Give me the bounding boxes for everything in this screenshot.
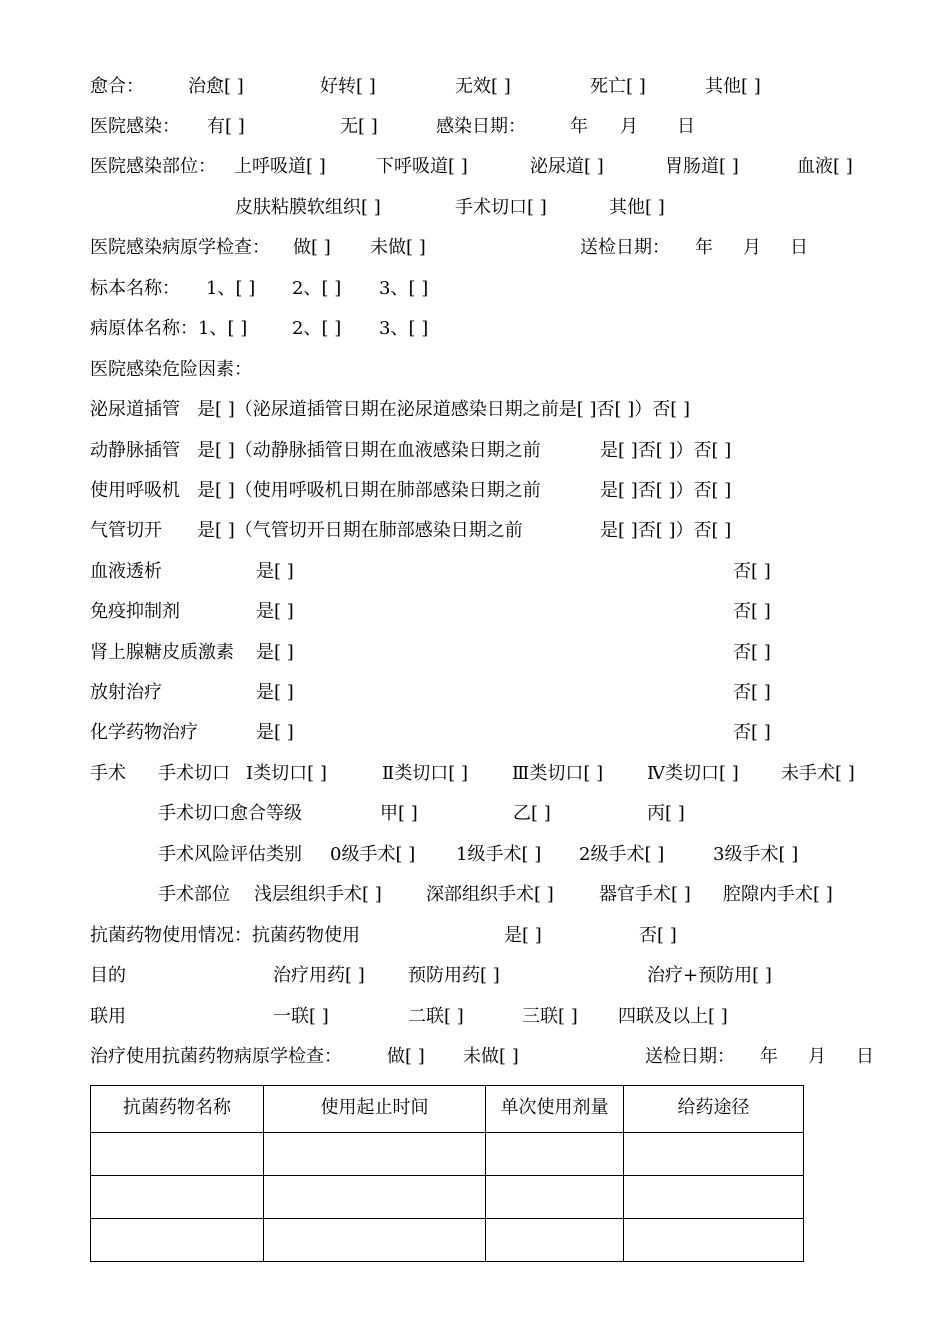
pathogen-1-field[interactable]: 病原体名称：1、[ ] [90, 318, 248, 339]
exam-done-checkbox[interactable]: 做[ ] [293, 237, 331, 258]
specimen-1-field[interactable]: 1、[ ] [206, 278, 256, 299]
month-field[interactable]: 月 [620, 116, 638, 137]
treatment-prevention-checkbox[interactable]: 治疗+预防用[ ] [647, 965, 772, 986]
table-cell[interactable] [486, 1176, 624, 1219]
skin-soft-tissue-checkbox[interactable]: 皮肤粘膜软组织[ ] [235, 197, 381, 218]
risk-label: 泌尿道插管 [90, 399, 180, 420]
table-cell[interactable] [624, 1133, 804, 1176]
prevention-checkbox[interactable]: 预防用药[ ] [408, 965, 500, 986]
death-checkbox[interactable]: 死亡[ ] [590, 76, 646, 97]
risk-label: 使用呼吸机 [90, 480, 180, 501]
table-row [91, 1176, 804, 1219]
yes-checkbox[interactable]: 是[ ] [256, 561, 294, 582]
month-field[interactable]: 月 [808, 1046, 826, 1067]
no-checkbox[interactable]: 否[ ] [733, 601, 771, 622]
gastrointestinal-checkbox[interactable]: 胃肠道[ ] [665, 156, 739, 177]
infection-label: 医院感染： [90, 116, 180, 137]
risk-label: 化学药物治疗 [90, 722, 198, 743]
yes-checkbox[interactable]: 是[ ] [256, 642, 294, 663]
cavity-checkbox[interactable]: 腔隙内手术[ ] [723, 884, 833, 905]
table-row [91, 1133, 804, 1176]
table-cell[interactable] [91, 1219, 264, 1262]
surgery-site-label: 手术部位 [158, 884, 230, 905]
table-cell[interactable] [264, 1176, 486, 1219]
deep-tissue-checkbox[interactable]: 深部组织手术[ ] [426, 884, 554, 905]
lower-respiratory-checkbox[interactable]: 下呼吸道[ ] [376, 156, 468, 177]
risk-options[interactable]: 是[ ]（使用呼吸机日期在肺部感染日期之前 [197, 480, 541, 501]
incision-label: 手术切口 [158, 763, 230, 784]
pathogen-3-field[interactable]: 3、[ ] [379, 318, 429, 339]
day-field[interactable]: 日 [856, 1046, 874, 1067]
risk-options-2[interactable]: 是[ ]否[ ]）否[ ] [600, 440, 732, 461]
table-cell[interactable] [91, 1133, 264, 1176]
table-cell[interactable] [486, 1133, 624, 1176]
level-2-checkbox[interactable]: 2级手术[ ] [579, 844, 665, 865]
risk-category-label: 手术风险评估类别 [158, 844, 302, 865]
risk-options-2[interactable]: 是[ ]否[ ]）否[ ] [600, 520, 732, 541]
column-header-drug-name: 抗菌药物名称 [91, 1086, 264, 1133]
column-header-dose: 单次使用剂量 [486, 1086, 624, 1133]
organ-checkbox[interactable]: 器官手术[ ] [599, 884, 691, 905]
double-checkbox[interactable]: 二联[ ] [408, 1006, 464, 1027]
pathogen-2-field[interactable]: 2、[ ] [292, 318, 342, 339]
ineffective-checkbox[interactable]: 无效[ ] [455, 76, 511, 97]
risk-label: 免疫抑制剂 [90, 601, 180, 622]
risk-factors-heading: 医院感染危险因素： [90, 359, 252, 380]
yes-checkbox[interactable]: 是[ ] [504, 925, 542, 946]
specimen-2-field[interactable]: 2、[ ] [292, 278, 342, 299]
no-checkbox[interactable]: 否[ ] [733, 722, 771, 743]
no-checkbox[interactable]: 否[ ] [733, 642, 771, 663]
other-checkbox[interactable]: 其他[ ] [705, 76, 761, 97]
class-2-checkbox[interactable]: Ⅱ类切口[ ] [382, 763, 469, 784]
class-1-checkbox[interactable]: Ⅰ类切口[ ] [246, 763, 327, 784]
table-cell[interactable] [264, 1133, 486, 1176]
no-surgery-checkbox[interactable]: 未手术[ ] [781, 763, 855, 784]
risk-options-2[interactable]: 是[ ]否[ ]）否[ ] [600, 480, 732, 501]
other-site-checkbox[interactable]: 其他[ ] [609, 197, 665, 218]
risk-options[interactable]: 是[ ]（动静脉插管日期在血液感染日期之前 [197, 440, 541, 461]
urinary-checkbox[interactable]: 泌尿道[ ] [530, 156, 604, 177]
quadruple-checkbox[interactable]: 四联及以上[ ] [618, 1006, 728, 1027]
exam-not-done-checkbox[interactable]: 未做[ ] [370, 237, 426, 258]
column-header-time-range: 使用起止时间 [264, 1086, 486, 1133]
risk-label: 动静脉插管 [90, 440, 180, 461]
infection-site-label: 医院感染部位： [90, 156, 216, 177]
yes-checkbox[interactable]: 是[ ] [256, 682, 294, 703]
treatment-exam-label: 治疗使用抗菌药物病原学检查： [90, 1046, 342, 1067]
treatment-checkbox[interactable]: 治疗用药[ ] [273, 965, 365, 986]
day-field[interactable]: 日 [790, 237, 808, 258]
risk-label: 气管切开 [90, 520, 162, 541]
superficial-checkbox[interactable]: 浅层组织手术[ ] [254, 884, 382, 905]
surgical-incision-checkbox[interactable]: 手术切口[ ] [455, 197, 547, 218]
pathogen-exam-label: 医院感染病原学检查： [90, 237, 270, 258]
table-cell[interactable] [264, 1219, 486, 1262]
day-field[interactable]: 日 [677, 116, 695, 137]
level-3-checkbox[interactable]: 3级手术[ ] [713, 844, 799, 865]
yes-checkbox[interactable]: 是[ ] [256, 722, 294, 743]
improved-checkbox[interactable]: 好转[ ] [320, 76, 376, 97]
year-field[interactable]: 年 [570, 116, 588, 137]
month-field[interactable]: 月 [743, 237, 761, 258]
risk-options[interactable]: 是[ ]（泌尿道插管日期在泌尿道感染日期之前是[ ]否[ ]）否[ ] [197, 399, 691, 420]
outcome-label: 愈合： [90, 76, 144, 97]
risk-label: 肾上腺糖皮质激素 [90, 642, 234, 663]
column-header-route: 给药途径 [624, 1086, 804, 1133]
submission-date-label: 送检日期： [580, 237, 670, 258]
class-3-checkbox[interactable]: Ⅲ类切口[ ] [512, 763, 604, 784]
healing-grade-label: 手术切口愈合等级 [158, 803, 302, 824]
infection-yes-checkbox[interactable]: 有[ ] [207, 116, 245, 137]
cured-checkbox[interactable]: 治愈[ ] [188, 76, 244, 97]
table-row [91, 1219, 804, 1262]
risk-label: 血液透析 [90, 561, 162, 582]
no-checkbox[interactable]: 否[ ] [733, 561, 771, 582]
yes-checkbox[interactable]: 是[ ] [256, 601, 294, 622]
triple-checkbox[interactable]: 三联[ ] [522, 1006, 578, 1027]
grade-b-checkbox[interactable]: 乙[ ] [513, 803, 551, 824]
blood-checkbox[interactable]: 血液[ ] [797, 156, 853, 177]
surgery-label: 手术 [90, 763, 126, 784]
table-cell[interactable] [624, 1176, 804, 1219]
specimen-label: 标本名称： [90, 278, 180, 299]
table-cell[interactable] [624, 1219, 804, 1262]
upper-respiratory-checkbox[interactable]: 上呼吸道[ ] [234, 156, 326, 177]
single-checkbox[interactable]: 一联[ ] [273, 1006, 329, 1027]
year-field[interactable]: 年 [760, 1046, 778, 1067]
exam-not-done-checkbox[interactable]: 未做[ ] [463, 1046, 519, 1067]
exam-done-checkbox[interactable]: 做[ ] [387, 1046, 425, 1067]
table-cell[interactable] [486, 1219, 624, 1262]
grade-a-checkbox[interactable]: 甲[ ] [380, 803, 418, 824]
no-checkbox[interactable]: 否[ ] [639, 925, 677, 946]
infection-no-checkbox[interactable]: 无[ ] [340, 116, 378, 137]
level-1-checkbox[interactable]: 1级手术[ ] [456, 844, 542, 865]
year-field[interactable]: 年 [695, 237, 713, 258]
class-4-checkbox[interactable]: Ⅳ类切口[ ] [647, 763, 739, 784]
purpose-label: 目的 [90, 965, 126, 986]
level-0-checkbox[interactable]: 0级手术[ ] [330, 844, 416, 865]
table-cell[interactable] [91, 1176, 264, 1219]
submission-date-label: 送检日期： [645, 1046, 735, 1067]
antibiotic-table [90, 1085, 804, 1262]
infection-date-label: 感染日期： [436, 116, 526, 137]
grade-c-checkbox[interactable]: 丙[ ] [647, 803, 685, 824]
combination-label: 联用 [90, 1006, 126, 1027]
table-header-row [91, 1086, 804, 1133]
no-checkbox[interactable]: 否[ ] [733, 682, 771, 703]
risk-options[interactable]: 是[ ]（气管切开日期在肺部感染日期之前 [197, 520, 523, 541]
specimen-3-field[interactable]: 3、[ ] [379, 278, 429, 299]
antibiotic-use-label: 抗菌药物使用情况：抗菌药物使用 [90, 925, 360, 946]
risk-label: 放射治疗 [90, 682, 162, 703]
